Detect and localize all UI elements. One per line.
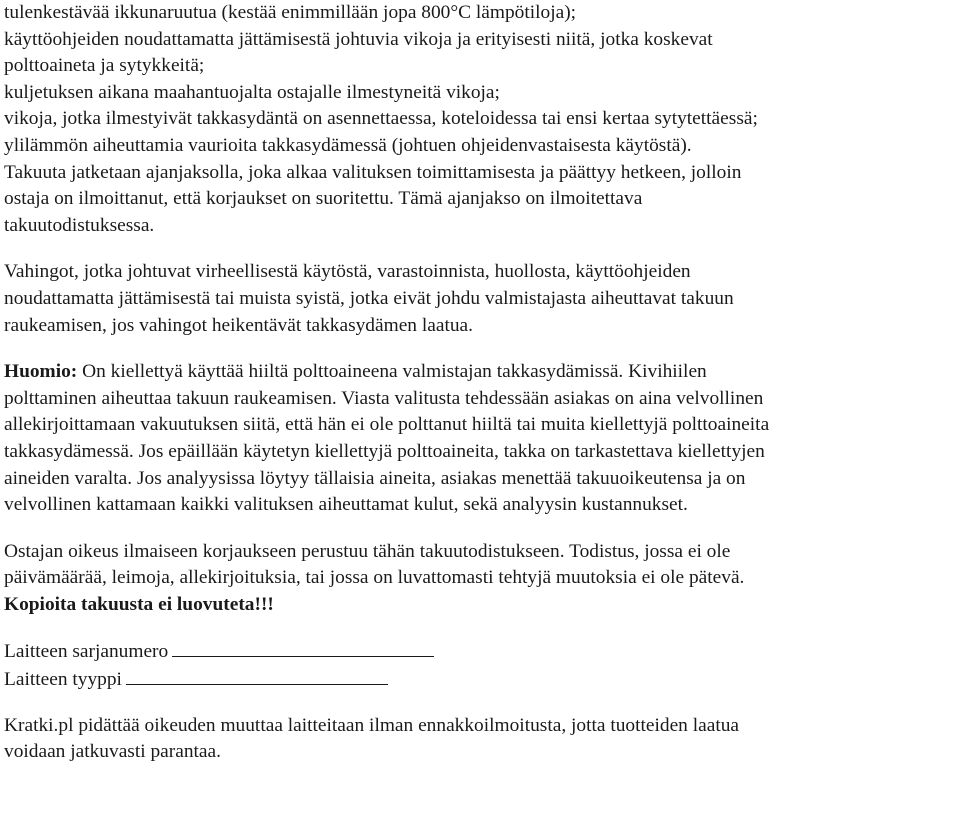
note-first-line: On kiellettyä käyttää hiiltä polttoaineena valmistajan takkasydämissä. Kivihiilen (77, 361, 707, 383)
serial-number-label: Laitteen sarjanumero (4, 641, 169, 663)
device-fields (4, 638, 956, 693)
warranty-period-paragraph (4, 160, 956, 240)
paragraph-line: voidaan jatkuvasti parantaa. (4, 741, 221, 763)
damages-paragraph (4, 259, 956, 339)
closing-paragraph (4, 713, 956, 766)
rights-paragraph (4, 539, 956, 619)
paragraph-line: Vahingot, jotka johtuvat virheellisestä käytöstä, varastoinnista, huollosta, käyttöohjeiden (4, 261, 691, 283)
paragraph-line: allekirjoittamaan vakuutuksen siitä, että hän ei ole polttanut hiiltä tai muita kiellettyjä polttoaineita (4, 414, 770, 436)
device-type-row (4, 666, 956, 694)
paragraph-spacer (4, 519, 956, 539)
paragraph-line: takuutodistuksessa. (4, 214, 155, 236)
warranty-document (4, 0, 956, 766)
device-type-label: Laitteen tyyppi (4, 669, 122, 691)
serial-number-blank[interactable] (172, 638, 434, 657)
paragraph-spacer (4, 694, 956, 713)
paragraph-line: velvollinen kattamaan kaikki valituksen aiheuttamat kulut, sekä analyysin kustannukset. (4, 494, 688, 516)
paragraph-line: polttaminen aiheuttaa takuun raukeamisen. Viasta valitusta tehdessään asiakas on aina velvollinen (4, 387, 764, 409)
paragraph-line: takkasydämessä. Jos epäillään käytetyn kiellettyjä polttoaineita, takka on tarkastettava kiellettyjen (4, 440, 765, 462)
paragraph-spacer (4, 618, 956, 638)
paragraph-line: aineiden varalta. Jos analyysissa löytyy tällaisia aineita, asiakas menettää takuuoikeutensa ja on (4, 467, 746, 489)
paragraph-line: raukeamisen, jos vahingot heikentävät takkasydämen laatua. (4, 314, 473, 336)
paragraph-line: Kratki.pl pidättää oikeuden muuttaa laitteitaan ilman ennakkoilmoitusta, jotta tuotteiden laatua (4, 714, 740, 736)
paragraph-line: Takuuta jatketaan ajanjaksolla, joka alkaa valituksen toimittamisesta ja päättyy hetkeen, jolloin (4, 161, 742, 183)
paragraph-line: ostaja on ilmoittanut, että korjaukset on suoritettu. Tämä ajanjakso on ilmoitettava (4, 188, 643, 210)
note-paragraph (4, 359, 956, 519)
exclusion-item: käyttöohjeiden noudattamatta jättämisestä johtuvia vikoja ja erityisesti niitä, jotka koskevat (4, 28, 713, 50)
exclusions-list (4, 0, 956, 160)
no-copies-warning: Kopioita takuusta ei luovuteta!!! (4, 593, 274, 615)
paragraph-line (4, 359, 956, 386)
device-type-blank[interactable] (126, 666, 388, 685)
paragraph-spacer (4, 339, 956, 359)
exclusion-item: polttoaineta ja sytykkeitä; (4, 55, 205, 77)
exclusion-item: tulenkestävää ikkunaruutua (kestää enimmillään jopa 800°C lämpötiloja); (4, 2, 577, 23)
paragraph-line: päivämäärää, leimoja, allekirjoituksia, tai jossa on luvattomasti tehtyjä muutoksia ei ole pätevä. (4, 567, 745, 589)
paragraph-line: noudattamatta jättämisestä tai muista syistä, jotka eivät johdu valmistajasta aiheuttavat takuun (4, 287, 734, 309)
paragraph-line: Ostajan oikeus ilmaiseen korjaukseen perustuu tähän takuutodistukseen. Todistus, jossa ei ole (4, 540, 731, 562)
serial-number-row (4, 638, 956, 666)
exclusion-item: vikoja, jotka ilmestyivät takkasydäntä on asennettaessa, koteloidessa tai ensi kertaa sytytettäessä; (4, 108, 758, 130)
exclusion-item: kuljetuksen aikana maahantuojalta ostajalle ilmestyneitä vikoja; (4, 81, 500, 103)
paragraph-spacer (4, 239, 956, 259)
note-label: Huomio: (4, 361, 78, 383)
exclusion-item: ylilämmön aiheuttamia vaurioita takkasydämessä (johtuen ohjeidenvastaisesta käytöstä). (4, 134, 692, 156)
